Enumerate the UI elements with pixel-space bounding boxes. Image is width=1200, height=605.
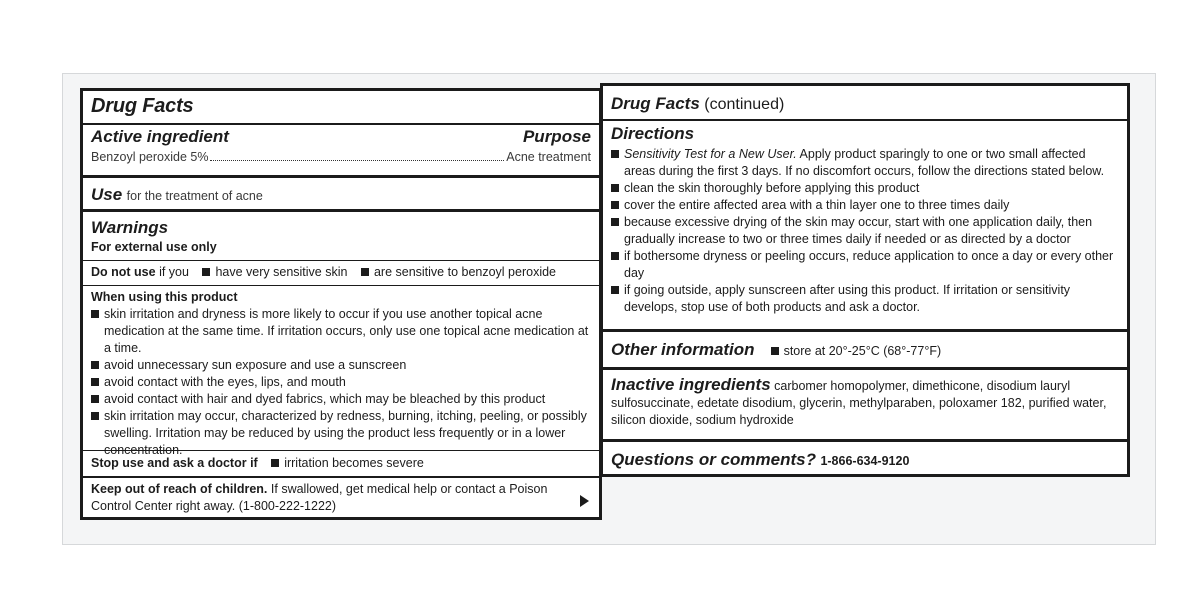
- ingredient-purpose: Acne treatment: [506, 150, 591, 164]
- drug-facts-panel-left: [80, 88, 602, 520]
- stop-use-item: irritation becomes severe: [284, 456, 424, 470]
- external-use: For external use only: [91, 240, 217, 254]
- stop-use-lead: Stop use and ask a doctor if: [91, 456, 258, 470]
- list-item: avoid contact with hair and dyed fabrics, which may be bleached by this product: [91, 391, 591, 408]
- drug-facts-title-row: [83, 95, 599, 118]
- continued-label: (continued): [704, 96, 785, 113]
- bullet-square-icon: [771, 347, 779, 355]
- bullet-square-icon: [271, 459, 279, 467]
- list-item: because excessive drying of the skin may occur, start with one application daily, then gradually increase to two or three times daily if needed or as directed by a doctor: [611, 214, 1119, 248]
- bullet-square-icon: [91, 395, 99, 403]
- bullet-square-icon: [361, 268, 369, 276]
- stop-use-row: [83, 455, 599, 472]
- list-item: if bothersome dryness or peeling occurs, reduce application to once a day or every other day: [611, 248, 1119, 282]
- do-not-use-if: if you: [159, 265, 189, 279]
- continue-arrow-icon: [580, 495, 589, 507]
- list-item: skin irritation may occur, characterized by redness, burning, itching, peeling, or possibly swelling. Irritation may be reduced by using the product less frequently or in a lower concentration.: [91, 408, 591, 459]
- use-text: for the treatment of acne: [126, 189, 263, 203]
- list-item: clean the skin thoroughly before applying this product: [611, 180, 1119, 197]
- keep-out-text: If swallowed, get medical help or contact a Poison Control Center right away. (1-800-222-1222): [91, 482, 548, 513]
- divider: [83, 450, 599, 451]
- sensitivity-lead: Sensitivity Test for a New User.: [624, 147, 797, 161]
- warnings-heading: Warnings: [91, 218, 169, 237]
- bullet-square-icon: [611, 201, 619, 209]
- keep-out-lead: Keep out of reach of children.: [91, 482, 268, 496]
- divider: [83, 285, 599, 286]
- active-ingredient-line: [83, 150, 599, 164]
- do-not-use-item: are sensitive to benzoyl peroxide: [373, 265, 557, 279]
- list-item: avoid unnecessary sun exposure and use a sunscreen: [91, 357, 591, 374]
- divider: [83, 209, 599, 212]
- bullet-square-icon: [91, 412, 99, 420]
- questions-heading: Questions or comments?: [611, 450, 816, 469]
- bullet-square-icon: [91, 361, 99, 369]
- purpose-heading: Purpose: [522, 127, 591, 146]
- divider: [603, 439, 1127, 442]
- active-ingredient-heading: Active ingredient: [91, 127, 229, 146]
- bullet-square-icon: [611, 218, 619, 226]
- warnings-heading-row: [83, 218, 599, 238]
- divider: [83, 476, 599, 478]
- divider: [603, 119, 1127, 121]
- bullet-square-icon: [611, 252, 619, 260]
- use-section: [83, 185, 599, 205]
- bullet-square-icon: [91, 310, 99, 318]
- drug-facts-title: Drug Facts: [91, 95, 194, 117]
- sensitivity-text: Apply product sparingly to one or two small affected areas during the first 3 days. If no discomfort occurs, follow the directions stated below.: [624, 147, 1105, 178]
- directions-heading: Directions: [611, 124, 695, 143]
- drug-facts-continued-title: Drug Facts: [611, 94, 700, 113]
- active-ingredient-header: [83, 127, 599, 147]
- use-heading: Use: [91, 185, 123, 204]
- other-information-section: [603, 340, 1127, 360]
- divider: [83, 175, 599, 178]
- list-item: skin irritation and dryness is more likely to occur if you use another topical acne medication at the same time. If irritation occurs, only use one topical acne medication at a time.: [91, 306, 591, 357]
- bullet-square-icon: [611, 184, 619, 192]
- list-item: cover the entire affected area with a thin layer one to three times daily: [611, 197, 1119, 214]
- divider: [83, 260, 599, 261]
- do-not-use-item: have very sensitive skin: [215, 265, 348, 279]
- list-item: if going outside, apply sunscreen after using this product. If irritation or sensitivity develops, stop use of both products and ask a doctor.: [611, 282, 1119, 316]
- inactive-ingredients-text: carbomer homopolymer, dimethicone, disodium lauryl sulfosuccinate, edetate disodium, glycerin, methylparaben, poloxamer 182, purified water, silicon dioxide, sodium hydroxide: [611, 379, 1107, 427]
- do-not-use-lead: Do not use: [91, 265, 156, 279]
- when-using-section: [83, 289, 599, 459]
- dotted-leader: [210, 160, 504, 161]
- divider: [83, 123, 599, 125]
- bullet-square-icon: [611, 286, 619, 294]
- directions-section: [603, 124, 1127, 316]
- other-information-text: store at 20°-25°C (68°-77°F): [783, 344, 942, 358]
- bullet-square-icon: [611, 150, 619, 158]
- divider: [603, 329, 1127, 332]
- questions-section: [603, 450, 1127, 470]
- bullet-square-icon: [91, 378, 99, 386]
- do-not-use-row: [83, 264, 599, 281]
- inactive-ingredients-section: [603, 376, 1127, 429]
- when-using-heading: When using this product: [91, 290, 238, 304]
- drug-facts-continued-row: [603, 94, 1127, 114]
- list-item: avoid contact with the eyes, lips, and mouth: [91, 374, 591, 391]
- inactive-ingredients-heading: Inactive ingredients: [611, 375, 771, 394]
- list-item: [611, 146, 1119, 180]
- drug-facts-panel-right: [600, 83, 1130, 477]
- questions-phone: 1-866-634-9120: [820, 454, 910, 468]
- other-information-heading: Other information: [611, 340, 755, 359]
- bullet-square-icon: [202, 268, 210, 276]
- divider: [603, 367, 1127, 370]
- ingredient-name: Benzoyl peroxide 5%: [91, 150, 209, 164]
- keep-out-section: [83, 481, 599, 515]
